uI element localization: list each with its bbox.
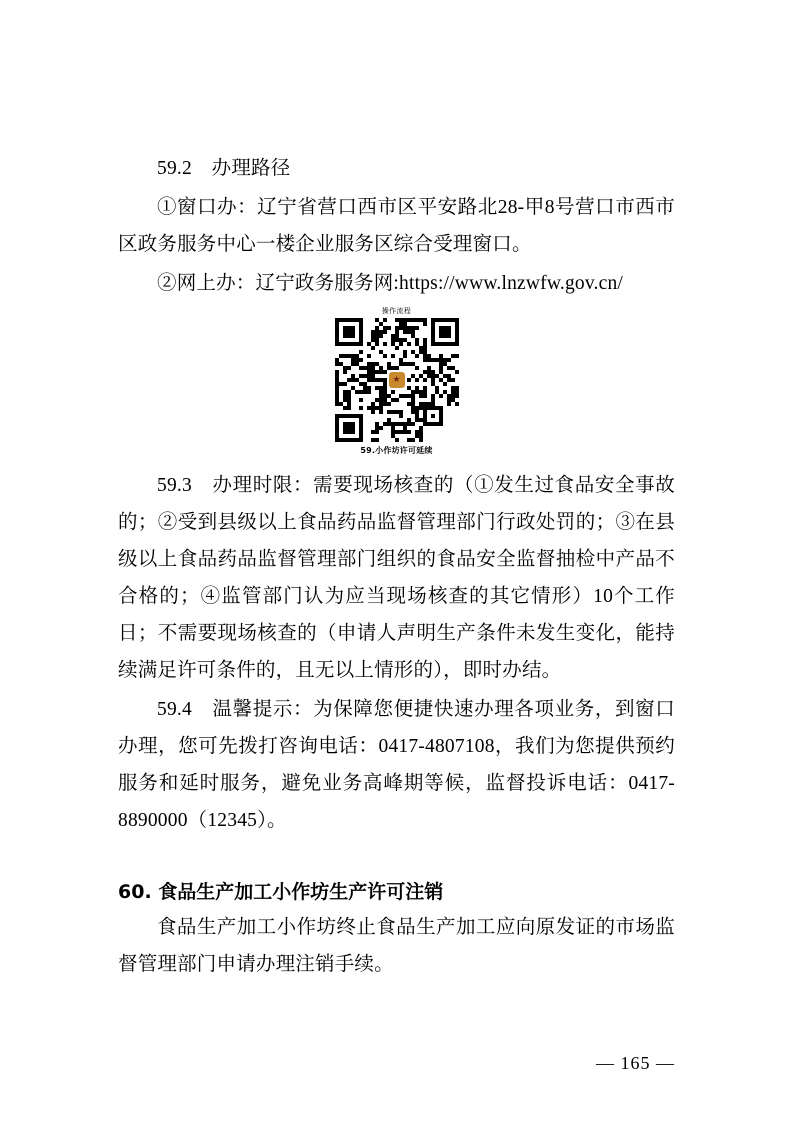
qr-code-block [118, 306, 675, 457]
section-59-2-heading: 59.2 办理路径 [157, 158, 291, 179]
section-59-2-item-1: ①窗口办：辽宁省营口西市区平安路北28-甲8号营口市西市区政务服务中心一楼企业服务区综合受理窗口。 [118, 197, 675, 255]
section-59-4-body: 59.4 温馨提示：为保障您便捷快速办理各项业务，到窗口办理，您可先拨打咨询电话：0417-4807108，我们为您提供预约服务和延时服务，避免业务高峰期等候，监督投诉电话：0417-8890000（12345）。 [118, 699, 675, 831]
section-60-heading: 60. 食品生产加工小作坊生产许可注销 [118, 881, 444, 903]
qr-caption-bottom: 59.小作坊许可延续 [360, 446, 433, 455]
qr-code-image [335, 318, 459, 442]
qr-logo [387, 370, 407, 390]
page-number: — 165 — [596, 1053, 675, 1073]
emblem-icon: ★ [389, 372, 405, 388]
section-60-body: 食品生产加工小作坊终止食品生产加工应向原发证的市场监督管理部门申请办理注销手续。 [118, 917, 675, 975]
qr-caption-top: 操作流程 [381, 307, 412, 315]
section-59-3-body: 59.3 办理时限：需要现场核查的（①发生过食品安全事故的；②受到县级以上食品药品监督管理部门行政处罚的；③在县级以上食品药品监督管理部门组织的食品安全监督抽检中产品不合格的；④监管部门认为应当现场核查的其它情形）10个工作日；不需要现场核查的（申请人声明生产条件未发生变化，能持续满足许可条件的，且无以上情形的），即时办结。 [118, 475, 675, 681]
section-59-2-item-2: ②网上办：辽宁政务服务网:https://www.lnzwfw.gov.cn/ [157, 273, 624, 294]
